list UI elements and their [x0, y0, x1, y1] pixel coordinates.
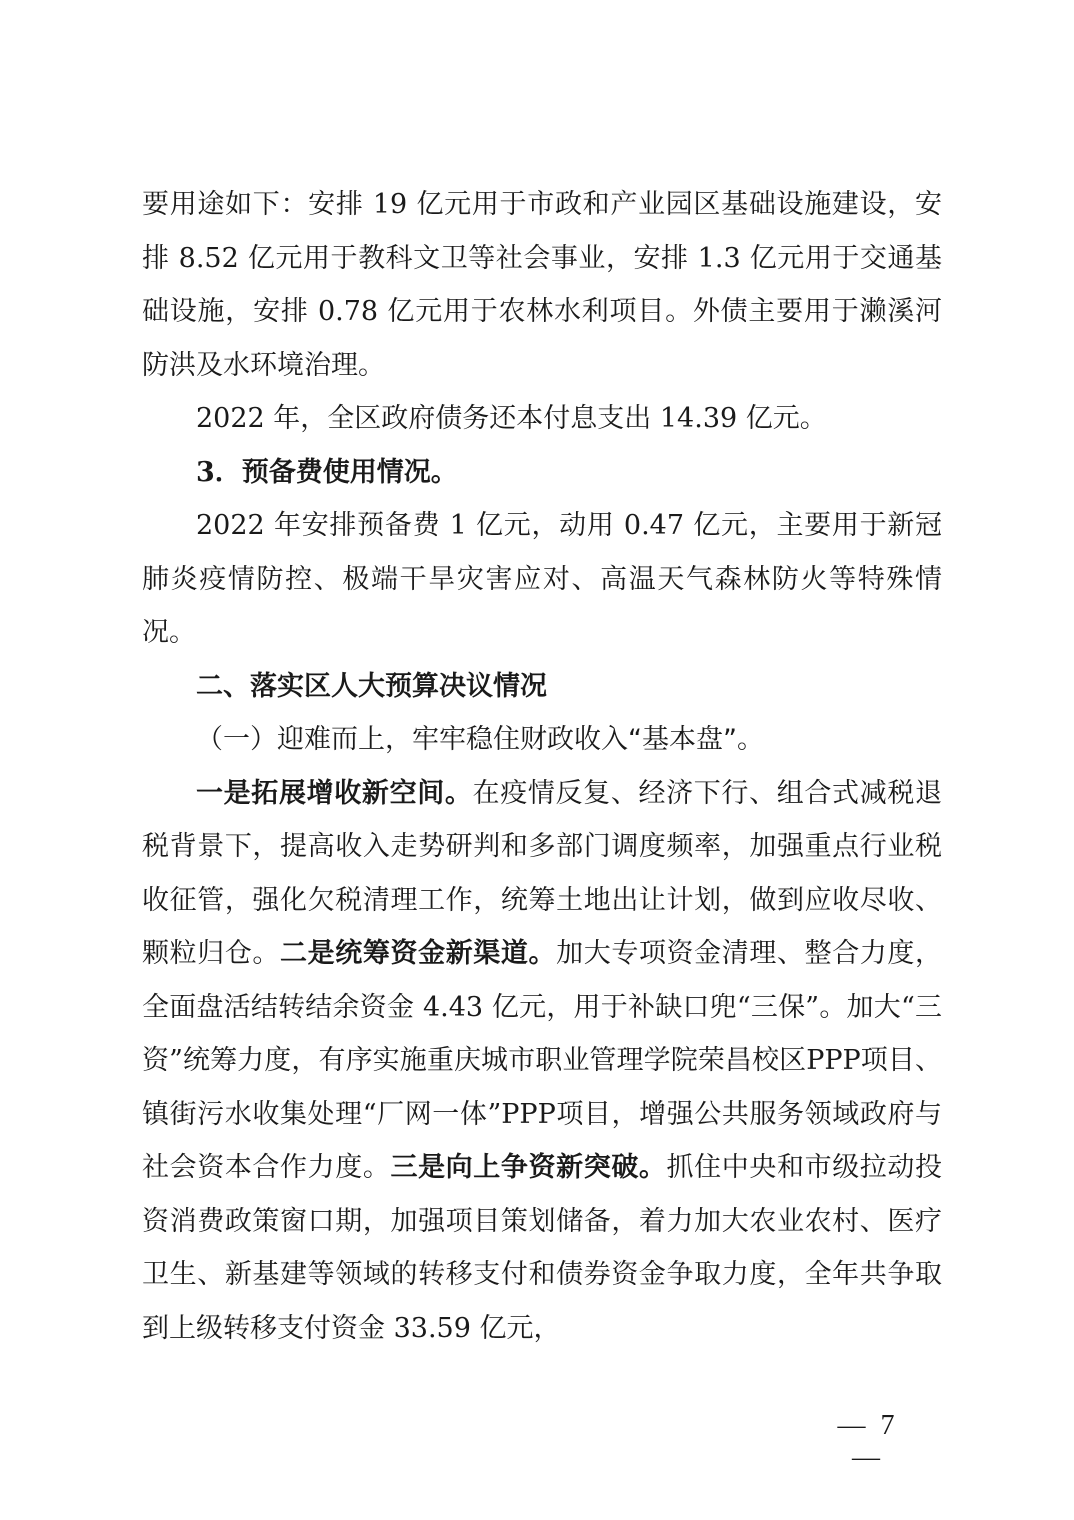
- lead-phrase-3: 三是向上争资新突破。: [390, 1152, 667, 1183]
- document-body: [142, 178, 942, 1355]
- page-number: — 7 —: [837, 1410, 899, 1473]
- section-heading: 二、落实区人大预算决议情况: [196, 670, 547, 702]
- lead-phrase-2: 二是统筹资金新渠道。: [280, 938, 557, 969]
- paragraph-text-2: 加大专项资金清理、整合力度，全面盘活结转结余资金 4.43 亿元，用于补缺口兜“三保”。加大“三资”统筹力度，有序实施重庆城市职业管理学院荣昌校区PPP项目、镇街污水收集处理“厂网一体”PPP项目，增强公共服务领域政府与社会资本合作力度。: [142, 938, 943, 1183]
- heading-reserve-fund: 3．预备费使用情况。: [196, 456, 458, 488]
- subsection-heading: （一）迎难而上，牢牢稳住财政收入“基本盘”。: [196, 724, 764, 755]
- paragraph-debt-usage: 要用途如下：安排 19 亿元用于市政和产业园区基础设施建设，安排 8.52 亿元用于教科文卫等社会事业，安排 1.3 亿元用于交通基础设施，安排 0.78 亿元用于农林水利项目。外债主要用于濑溪河防洪及水环境治理。: [142, 189, 942, 381]
- paragraph-debt-repayment: 2022 年，全区政府债务还本付息支出 14.39 亿元。: [196, 403, 827, 434]
- lead-phrase-1: 一是拓展增收新空间。: [196, 777, 473, 809]
- paragraph-revenue-measures: [142, 767, 942, 1356]
- paragraph-text-1: 在疫情反复、经济下行、组合式减税退税背景下，提高收入走势研判和多部门调度频率，加强重点行业税收征管，强化欠税清理工作，统筹土地出让计划，做到应收尽收、颗粒归仓。: [142, 777, 943, 969]
- paragraph-text-3: 抓住中央和市级拉动投资消费政策窗口期，加强项目策划储备，着力加大农业农村、医疗卫生、新基建等领域的转移支付和债券资金争取力度，全年共争取到上级转移支付资金 33.59 亿元，: [142, 1152, 943, 1344]
- paragraph-reserve-fund: 2022 年安排预备费 1 亿元，动用 0.47 亿元，主要用于新冠肺炎疫情防控、极端干旱灾害应对、高温天气森林防火等特殊情况。: [142, 510, 942, 648]
